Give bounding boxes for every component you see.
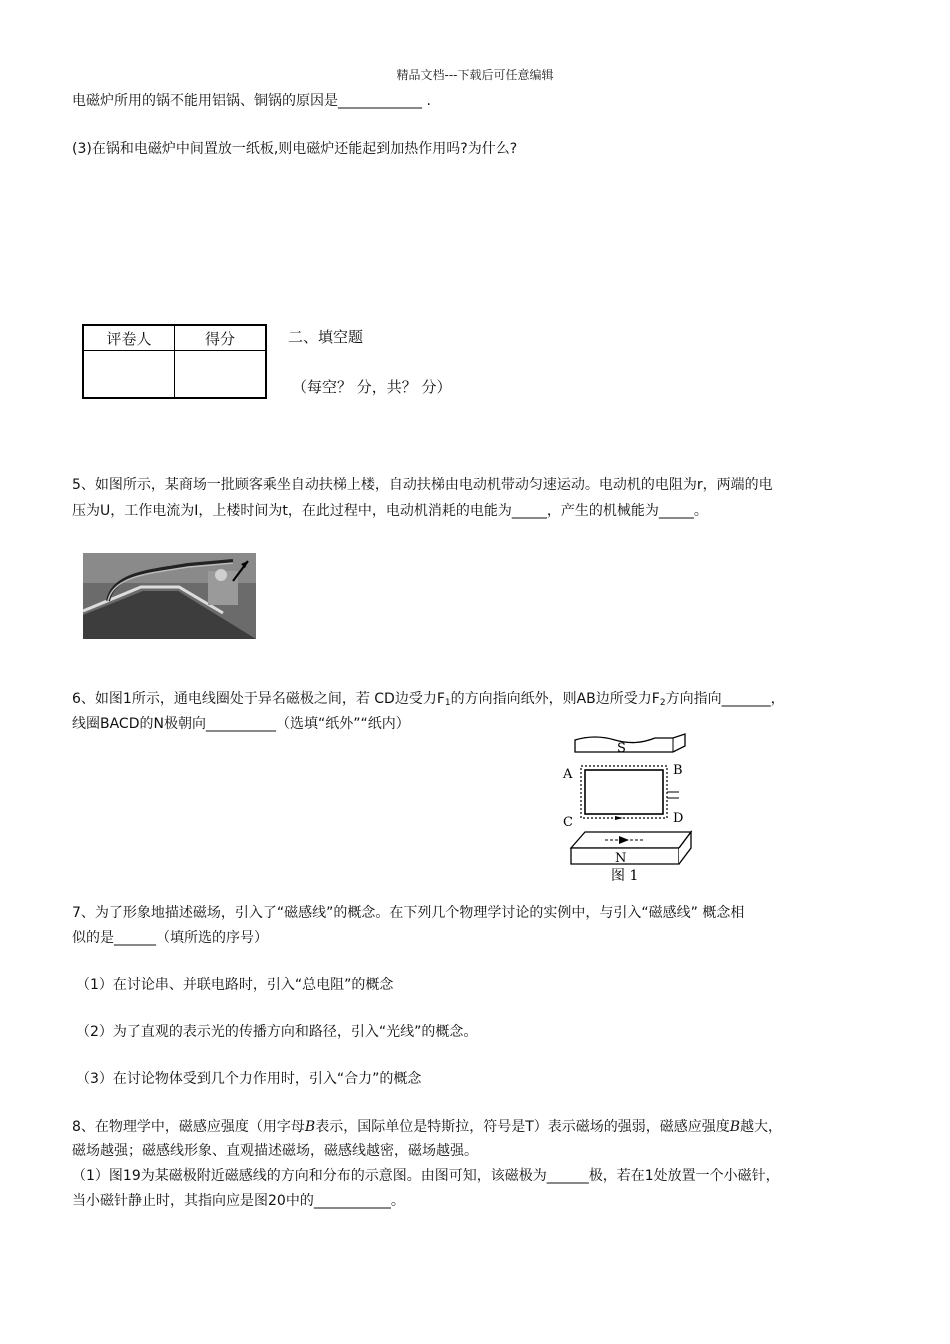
score-table-score-cell	[175, 351, 267, 399]
score-table-grader-header: 评卷人	[83, 325, 175, 351]
q4-part3: (3)在锅和电磁炉中间置放一纸板,则电磁炉还能起到加热作用吗?为什么?	[72, 141, 518, 157]
score-table	[82, 324, 267, 399]
q5-line2: 压为U，工作电流为I，上楼时间为t，在此过程中，电动机消耗的电能为_____，产生的机械能为_____。	[72, 503, 708, 519]
q7-option-3: （3）在讨论物体受到几个力作用时，引入“合力”的概念	[76, 1071, 422, 1087]
q5-line1: 5、如图所示，某商场一批顾客乘坐自动扶梯上楼，自动扶梯由电动机带动匀速运动。电动机的电阻为r，两端的电	[72, 477, 773, 493]
q8-line4: 当小磁针静止时，其指向应是图20中的___________。	[72, 1193, 405, 1209]
label-c: C	[563, 815, 573, 830]
q6-subscript-2: 2	[659, 698, 666, 708]
q6-line1	[72, 688, 785, 708]
q8-line1-part-b: 表示，国际单位是特斯拉，符号是T）表示磁场的强弱，磁感应强度	[315, 1119, 730, 1135]
escalator-photo	[83, 553, 256, 639]
q8-var-b-2: B	[729, 1119, 741, 1135]
q6-line2: 线圈BACD的N极朝向__________（选填“纸外”“纸内）	[72, 716, 410, 732]
q7-line2: 似的是______（填所选的序号）	[72, 930, 268, 946]
q7-line1: 7、为了形象地描述磁场，引入了“磁感线”的概念。在下列几个物理学讨论的实例中，与引入“磁感线” 概念相	[72, 905, 745, 921]
q6-line1-part-a: 6、如图1所示，通电线圈处于异名磁极之间，若 CD边受力F	[72, 691, 445, 707]
score-table-score-header: 得分	[175, 325, 267, 351]
q6-subscript-1: 1	[444, 698, 451, 708]
section-score-note: （每空？ 分，共？ 分）	[292, 378, 452, 396]
label-b: B	[673, 763, 683, 778]
q6-line1-part-c: 方向指向_______，	[665, 691, 785, 707]
q8-var-b-1: B	[304, 1119, 316, 1135]
label-n-pole: N	[615, 851, 627, 866]
q4-reason-line: 电磁炉所用的锅不能用铝锅、铜锅的原因是____________ .	[72, 93, 431, 109]
label-a: A	[563, 767, 573, 782]
q6-line1-part-b: 的方向指向纸外，则AB边所受力F	[450, 691, 660, 707]
label-d: D	[673, 811, 684, 826]
section-title: 二、填空题	[288, 328, 364, 346]
label-s-pole: S	[617, 741, 626, 756]
q8-line3: （1）图19为某磁极附近磁感线的方向和分布的示意图。由图可知，该磁极为______极，若在1处放置一个小磁针，	[72, 1168, 780, 1184]
q8-line1-part-c: 越大，	[740, 1119, 783, 1135]
q8-line1-part-a: 8、在物理学中，磁感应强度（用字母	[72, 1119, 305, 1135]
page-header: 精品文档---下载后可任意编辑	[396, 68, 554, 82]
q8-line2: 磁场越强；磁感线形象、直观描述磁场，磁感线越密，磁场越强。	[72, 1143, 478, 1159]
q7-option-2: （2）为了直观的表示光的传播方向和路径，引入“光线”的概念。	[76, 1024, 478, 1040]
figure-1-caption: 图 1	[611, 868, 639, 884]
q8-line1	[72, 1116, 782, 1136]
score-table-grader-cell	[83, 351, 175, 399]
q7-option-1: （1）在讨论串、并联电路时，引入“总电阻”的概念	[76, 977, 394, 993]
figure-1-coil-diagram	[555, 732, 705, 884]
